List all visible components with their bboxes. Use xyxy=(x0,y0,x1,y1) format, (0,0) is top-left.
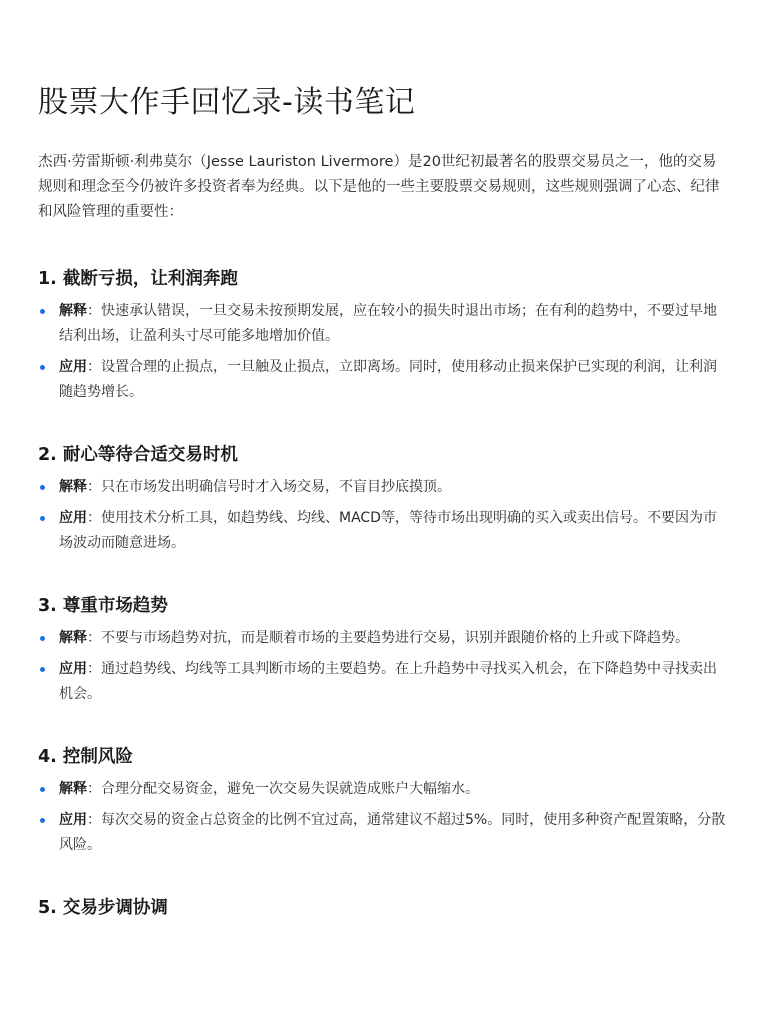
item-text: 不要与市场趋势对抗，而是顺着市场的主要趋势进行交易，识别并跟随价格的上升或下降趋势。 xyxy=(101,630,689,646)
section-heading: 3. 尊重市场趋势 xyxy=(38,596,168,616)
item-text: 只在市场发出明确信号时才入场交易，不盲目抄底摸顶。 xyxy=(101,479,451,495)
bullet-dot-icon xyxy=(40,485,45,490)
rule-section xyxy=(38,441,730,556)
bullet-item xyxy=(38,808,730,858)
rules-list xyxy=(38,265,730,922)
item-label: 应用 xyxy=(59,661,87,677)
section-heading: 2. 耐心等待合适交易时机 xyxy=(38,445,238,465)
item-label: 应用 xyxy=(59,510,87,526)
bullet-dot-icon xyxy=(40,787,45,792)
bullet-dot-icon xyxy=(40,818,45,823)
item-text: 通过趋势线、均线等工具判断市场的主要趋势。在上升趋势中寻找买入机会，在下降趋势中寻找卖出机会。 xyxy=(59,661,717,702)
item-text: 每次交易的资金占总资金的比例不宜过高，通常建议不超过5%。同时，使用多种资产配置策略，分散风险。 xyxy=(59,812,726,853)
bullet-list xyxy=(38,299,730,405)
section-heading: 5. 交易步调协调 xyxy=(38,898,168,918)
item-label: 应用 xyxy=(59,812,87,828)
item-separator: ： xyxy=(87,359,101,375)
item-text: 设置合理的止损点，一旦触及止损点，立即离场。同时，使用移动止损来保护已实现的利润，让利润随趋势增长。 xyxy=(59,359,717,400)
bullet-item xyxy=(38,475,730,500)
bullet-list xyxy=(38,777,730,858)
item-separator: ： xyxy=(87,812,101,828)
item-label: 解释 xyxy=(59,630,87,646)
bullet-item xyxy=(38,355,730,405)
page-title: 股票大作手回忆录-读书笔记 xyxy=(38,85,416,120)
item-label: 解释 xyxy=(59,781,87,797)
item-separator: ： xyxy=(87,303,101,319)
bullet-list xyxy=(38,475,730,556)
bullet-item xyxy=(38,626,730,651)
item-label: 解释 xyxy=(59,303,87,319)
item-separator: ： xyxy=(87,510,101,526)
intro-paragraph: 杰西·劳雷斯顿·利弗莫尔（Jesse Lauriston Livermore）是20世纪初最著名的股票交易员之一，他的交易规则和理念至今仍被许多投资者奉为经典。以下是他的一些主要股票交易规则，这些规则强调了心态、纪律和风险管理的重要性： xyxy=(38,154,720,220)
rule-section xyxy=(38,894,730,922)
bullet-dot-icon xyxy=(40,365,45,370)
section-heading: 1. 截断亏损，让利润奔跑 xyxy=(38,269,238,289)
rule-section xyxy=(38,265,730,405)
rule-section xyxy=(38,592,730,707)
item-separator: ： xyxy=(87,781,101,797)
item-text: 快速承认错误，一旦交易未按预期发展，应在较小的损失时退出市场；在有利的趋势中，不要过早地结利出场，让盈利头寸尽可能多地增加价值。 xyxy=(59,303,717,344)
item-separator: ： xyxy=(87,630,101,646)
item-label: 应用 xyxy=(59,359,87,375)
bullet-dot-icon xyxy=(40,309,45,314)
item-label: 解释 xyxy=(59,479,87,495)
item-text: 合理分配交易资金，避免一次交易失误就造成账户大幅缩水。 xyxy=(101,781,479,797)
bullet-item xyxy=(38,777,730,802)
bullet-item xyxy=(38,657,730,707)
bullet-item xyxy=(38,506,730,556)
item-separator: ： xyxy=(87,479,101,495)
bullet-dot-icon xyxy=(40,636,45,641)
section-heading: 4. 控制风险 xyxy=(38,747,133,767)
rule-section xyxy=(38,743,730,858)
item-separator: ： xyxy=(87,661,101,677)
bullet-item xyxy=(38,299,730,349)
bullet-dot-icon xyxy=(40,516,45,521)
bullet-dot-icon xyxy=(40,667,45,672)
item-text: 使用技术分析工具，如趋势线、均线、MACD等，等待市场出现明确的买入或卖出信号。不要因为市场波动而随意进场。 xyxy=(59,510,717,551)
bullet-list xyxy=(38,626,730,707)
